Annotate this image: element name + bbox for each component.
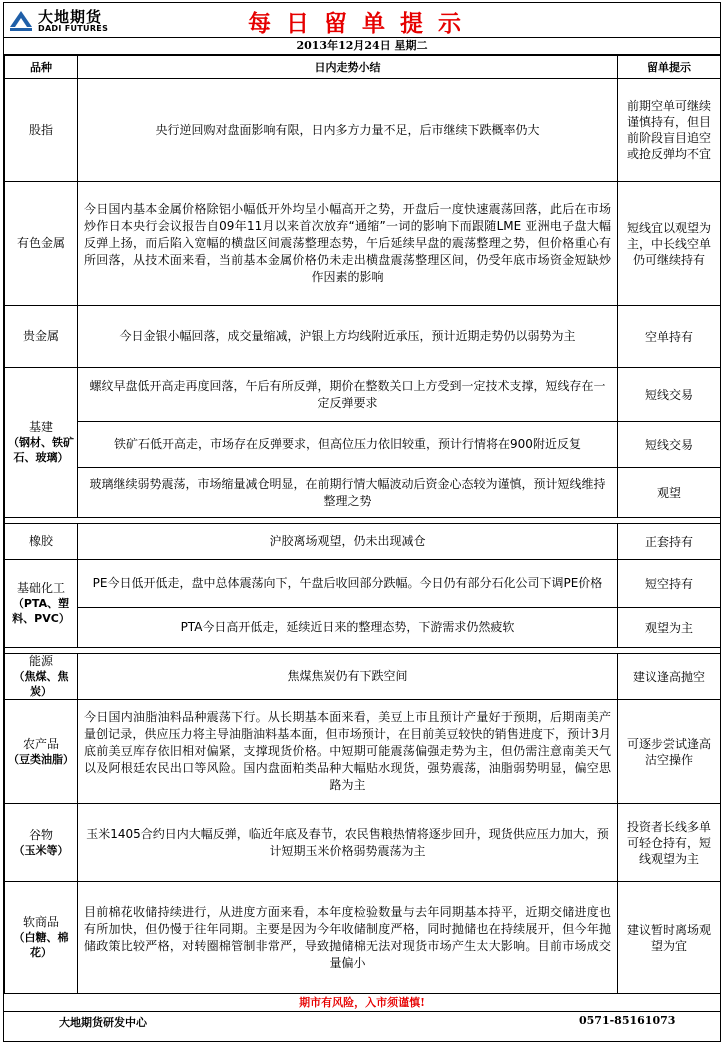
variety-subname: （豆类油脂） [8,752,74,766]
summary-cell: 铁矿石低开高走，市场存在反弹要求，但高位压力依旧较重，预计行情将在900附近反复 [78,422,618,468]
table-row [5,79,721,182]
tip-cell: 短线宜以观望为主，中长线空单仍可继续持有 [618,182,721,306]
summary-cell: 玉米1405合约日内大幅反弹，临近年底及春节，农民售粮热情将逐步回升，现货供应压力加大，预计短期玉米价格弱势震荡为主 [78,804,618,882]
table-row [5,422,721,468]
variety-name: 农产品 [22,736,59,751]
report-footer [4,1012,720,1030]
table-row [5,306,721,368]
table-row [5,524,721,560]
footer-phone: 0571-85161073 [579,1014,676,1027]
variety-name: 基建 [28,420,53,434]
summary-cell: 沪胶离场观望，仍未出现减仓 [78,524,618,560]
variety-subname: （焦煤、焦炭） [13,670,69,698]
variety-subname: （玉米等） [13,843,69,857]
tip-cell: 短线交易 [618,422,721,468]
tip-cell: 可逐步尝试逢高沽空操作 [618,700,721,804]
table-row [5,560,721,608]
variety-cell [5,182,78,306]
variety-name: 能源 [28,654,53,668]
footer-organization: 大地期货研发中心 [59,1016,147,1029]
tip-cell: 短线交易 [618,368,721,422]
column-header-tip: 留单提示 [618,56,721,79]
tip-cell: 观望 [618,468,721,518]
summary-cell: 今日国内基本金属价格除铝小幅低开外均呈小幅高开之势，开盘后一度快速震荡回落，此后在市场炒作日本央行会议报告自09年11月以来首次放弃“通缩”一词的影响下而跟随LME 亚洲电子盘大幅反弹上扬，而后陷入宽幅的横盘区间震荡整理态势，午后延续早盘的震荡整理之势，但价格重心有所回落，从技术面来看，当前基本金属价格仍未走出横盘震荡整理区间，仍受年底市场资金短缺炒作因素的影响 [78,182,618,306]
tip-cell: 建议暂时离场观望为宜 [618,882,721,994]
variety-subname: （钢材、铁矿石、玻璃） [8,436,74,464]
variety-cell [5,882,78,994]
variety-cell [5,306,78,368]
variety-name: 谷物 [28,827,53,842]
variety-subname: （白糖、棉花） [13,931,69,959]
summary-cell: 玻璃继续弱势震荡，市场缩量减仓明显，在前期行情大幅波动后资金心态较为谨慎，预计短线维持整理之势 [78,468,618,518]
variety-name: 有色金属 [16,236,65,250]
tip-cell: 空单持有 [618,306,721,368]
table-row [5,468,721,518]
summary-cell: 今日国内油脂油料品种震荡下行。从长期基本面来看，美豆上市且预计产量好于预期，后期南美产量创记录，供应压力将主导油脂油料基本面，但市场预计，在目前美豆较快的销售进度下，预计3月底前美豆库存依旧相对偏紧，支撑现货价格。中短期可能震荡偏强走势为主，但仍需注意南美天气以及阿根廷农民出口等风险。国内盘面粕类品种大幅贴水现货，强势震荡，油脂弱势明显，偏空思路为主 [78,700,618,804]
table-row [5,804,721,882]
tip-cell: 短空持有 [618,560,721,608]
variety-name: 股指 [28,122,53,137]
variety-cell [5,368,78,518]
summary-cell: 焦煤焦炭仍有下跌空间 [78,654,618,700]
logo-chinese-name: 大地期货 [38,8,103,26]
table-row [5,608,721,648]
variety-subname: （PTA、塑料、PVC） [12,597,70,625]
variety-cell [5,79,78,182]
table-row [5,368,721,422]
risk-warning: 期市有风险，入市须谨慎! [4,994,720,1012]
table-row [5,700,721,804]
summary-cell: 今日金银小幅回落，成交量缩减，沪银上方均线附近承压，预计近期走势仍以弱势为主 [78,306,618,368]
logo-english-name: DADI FUTURES [38,24,109,33]
summary-cell: PTA今日高开低走，延续近日来的整理态势，下游需求仍然疲软 [78,608,618,648]
tip-cell: 建议逢高抛空 [618,654,721,700]
tip-cell: 投资者长线多单可轻仓持有，短线观望为主 [618,804,721,882]
tip-cell: 正套持有 [618,524,721,560]
tip-cell: 前期空单可继续谨慎持有，但目前阶段盲目追空或抢反弹均不宜 [618,79,721,182]
daily-report-page [3,2,721,1042]
variety-name: 软商品 [22,915,59,929]
variety-cell [5,560,78,648]
table-row [5,654,721,700]
table-row [5,182,721,306]
report-table [4,55,721,994]
tip-cell: 观望为主 [618,608,721,648]
page-title: 每日留单提示 [248,10,476,37]
variety-cell [5,804,78,882]
report-header [4,3,720,38]
report-date: 2013年12月24日 星期二 [4,38,720,55]
column-header-summary: 日内走势小结 [78,56,618,79]
summary-cell: 目前棉花收储持续进行，从进度方面来看，本年度检验数量与去年同期基本持平，近期交储进度也有所加快，但仍慢于往年同期。主要是因为今年收储制度严格，同时抛储也在持续展开，但今年抛储政策比较严格，对转圈棉管制非常严，导致抛储棉无法对现货市场产生太大影响。目前市场成交量偏小 [78,882,618,994]
variety-cell [5,700,78,804]
variety-name: 基础化工 [16,581,65,595]
summary-cell: 央行逆回购对盘面影响有限，日内多方力量不足，后市继续下跌概率仍大 [78,79,618,182]
table-header-row [5,56,721,79]
column-header-variety: 品种 [5,56,78,79]
summary-cell: 螺纹早盘低开高走再度回落，午后有所反弹，期价在整数关口上方受到一定技术支撑，短线存在一定反弹要求 [78,368,618,422]
variety-cell [5,524,78,560]
table-row [5,882,721,994]
variety-name: 橡胶 [28,534,53,548]
variety-name: 贵金属 [22,329,59,343]
variety-cell [5,654,78,700]
summary-cell: PE今日低开低走，盘中总体震荡向下，午盘后收回部分跌幅。今日仍有部分石化公司下调PE价格 [78,560,618,608]
